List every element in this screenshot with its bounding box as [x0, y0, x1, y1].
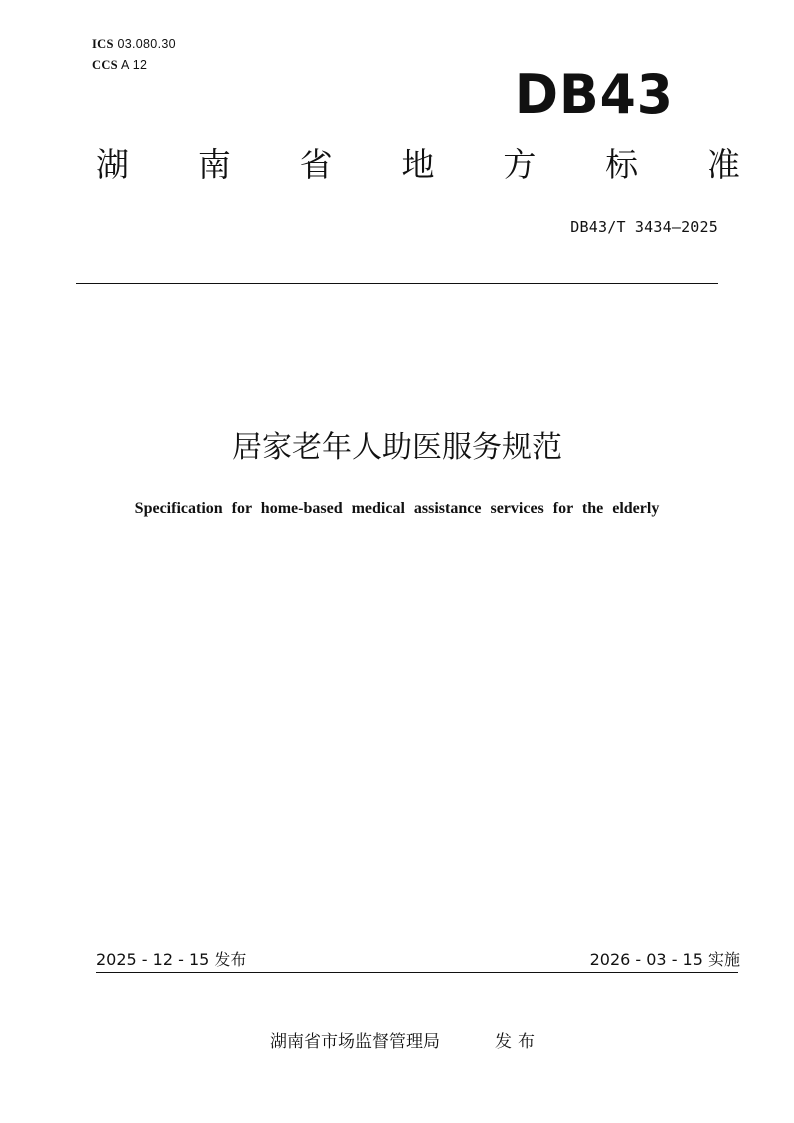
ccs-label: CCS	[92, 58, 118, 72]
issuing-action: 发布	[495, 1032, 541, 1052]
ics-value: 03.080.30	[117, 37, 176, 51]
standard-type-char: 方	[503, 145, 537, 184]
top-divider	[76, 283, 718, 284]
standard-type-char: 省	[299, 145, 333, 184]
issuing-authority: 湖南省市场监督管理局	[270, 1032, 440, 1052]
db43-logo: DB43	[514, 63, 674, 127]
standard-number: DB43/T 3434—2025	[570, 218, 718, 236]
standard-type-char: 湖	[96, 145, 129, 184]
publish-date: 2025 - 12 - 15 发布	[96, 950, 247, 969]
standard-type-char: 标	[605, 145, 639, 184]
ccs-value: A 12	[121, 58, 148, 72]
document-title-zh: 居家老年人助医服务规范	[232, 430, 562, 465]
standard-type-char: 准	[706, 145, 740, 184]
standard-type-char: 地	[401, 145, 435, 184]
standard-type-char: 南	[197, 145, 231, 184]
implementation-date: 2026 - 03 - 15 实施	[589, 950, 740, 969]
ccs-code	[92, 58, 147, 73]
ics-label: ICS	[92, 37, 114, 51]
standard-type-heading	[96, 145, 740, 184]
document-title-en: Specification for home-based medical assistance services for the elderly	[134, 500, 660, 517]
bottom-divider	[96, 972, 738, 973]
ics-code	[92, 37, 176, 52]
